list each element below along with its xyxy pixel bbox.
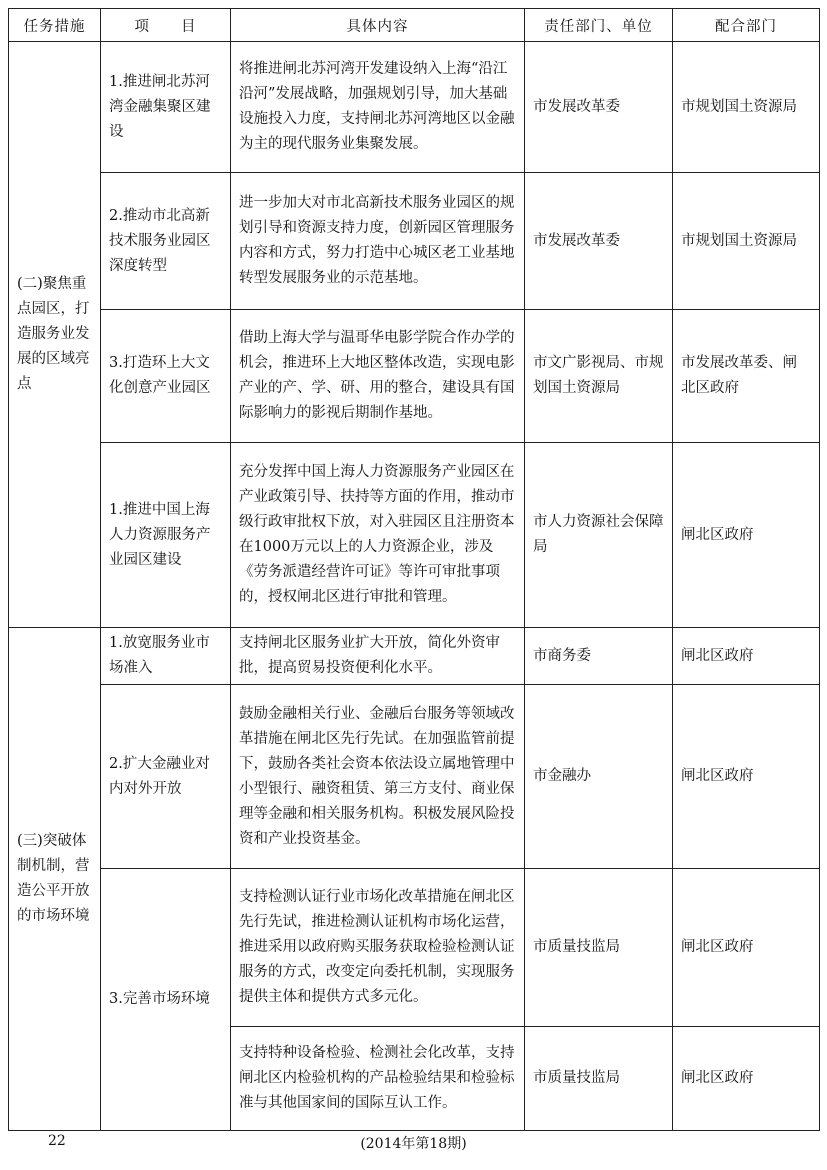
cooperate-cell: 市规划国土资源局 xyxy=(673,173,820,310)
cooperate-cell: 市发展改革委、闸北区政府 xyxy=(673,310,820,443)
content-cell: 借助上海大学与温哥华电影学院合作办学的机会，推进环上大地区整体改造，实现电影产业的产、学、研、用的整合，建设具有国际影响力的影视后期制作基地。 xyxy=(231,310,525,443)
responsible-cell: 市质量技监局 xyxy=(525,1027,673,1131)
header-cooperate: 配合部门 xyxy=(673,9,820,42)
responsible-cell: 市人力资源社会保障局 xyxy=(525,443,673,628)
table-row xyxy=(9,685,820,869)
content-cell: 充分发挥中国上海人力资源服务产业园区在产业政策引导、扶持等方面的作用，推动市级行政审批权下放，对入驻园区且注册资本在1000万元以上的人力资源企业，涉及《劳务派遣经营许可证》等许可审批事项的，授权闸北区进行审批和管理。 xyxy=(231,443,525,628)
item-cell: 1.推进闸北苏河湾金融集聚区建设 xyxy=(101,42,231,173)
header-measure: 任务措施 xyxy=(9,9,101,42)
issue-label: (2014年第18期) xyxy=(360,1136,467,1152)
responsible-cell: 市商务委 xyxy=(525,628,673,685)
item-cell: 2.推动市北高新技术服务业园区深度转型 xyxy=(101,173,231,310)
measure-cell: (三)突破体制机制，营造公平开放的市场环境 xyxy=(9,628,101,1131)
content-cell: 将推进闸北苏河湾开发建设纳入上海“沿江沿河”发展战略，加强规划引导，加大基础设施投入力度，支持闸北苏河湾地区以金融为主的现代服务业集聚发展。 xyxy=(231,42,525,173)
item-cell: 2.扩大金融业对内对外开放 xyxy=(101,685,231,869)
content-cell: 鼓励金融相关行业、金融后台服务等领域改革措施在闸北区先行先试。在加强监管前提下，鼓励各类社会资本依法设立属地管理中小型银行、融资租赁、第三方支付、商业保理等金融和相关服务机构。积极发展风险投资和产业投资基金。 xyxy=(231,685,525,869)
responsible-cell: 市发展改革委 xyxy=(525,173,673,310)
table-row xyxy=(9,628,820,685)
measure-cell: (二)聚焦重点园区，打造服务业发展的区域亮点 xyxy=(9,42,101,628)
cooperate-cell: 闸北区政府 xyxy=(673,685,820,869)
content-cell: 支持检测认证行业市场化改革措施在闸北区先行先试，推进检测认证机构市场化运营，推进采用以政府购买服务获取检验检测认证服务的方式，改变定向委托机制，实现服务提供主体和提供方式多元化。 xyxy=(231,869,525,1027)
content-cell: 支持闸北区服务业扩大开放，简化外资审批，提高贸易投资便利化水平。 xyxy=(231,628,525,685)
cooperate-cell: 闸北区政府 xyxy=(673,869,820,1027)
cooperate-cell: 闸北区政府 xyxy=(673,1027,820,1131)
header-responsible: 责任部门、单位 xyxy=(525,9,673,42)
header-content: 具体内容 xyxy=(231,9,525,42)
item-cell: 3.打造环上大文化创意产业园区 xyxy=(101,310,231,443)
item-cell: 1.推进中国上海人力资源服务产业园区建设 xyxy=(101,443,231,628)
content-cell: 支持特种设备检验、检测社会化改革，支持闸北区内检验机构的产品检验结果和检验标准与其他国家间的国际互认工作。 xyxy=(231,1027,525,1131)
table-row xyxy=(9,869,820,1027)
item-cell: 3.完善市场环境 xyxy=(101,869,231,1131)
responsible-cell: 市金融办 xyxy=(525,685,673,869)
table-row xyxy=(9,310,820,443)
table-row xyxy=(9,173,820,310)
page-number: 22 xyxy=(48,1133,66,1149)
table-header-row xyxy=(9,9,820,42)
content-cell: 进一步加大对市北高新技术服务业园区的规划引导和资源支持力度，创新园区管理服务内容和方式，努力打造中心城区老工业基地转型发展服务业的示范基地。 xyxy=(231,173,525,310)
cooperate-cell: 闸北区政府 xyxy=(673,628,820,685)
cooperate-cell: 闸北区政府 xyxy=(673,443,820,628)
cooperate-cell: 市规划国土资源局 xyxy=(673,42,820,173)
table-row xyxy=(9,443,820,628)
table-row xyxy=(9,42,820,173)
responsible-cell: 市质量技监局 xyxy=(525,869,673,1027)
header-item: 项 目 xyxy=(101,9,231,42)
responsible-cell: 市文广影视局、市规划国土资源局 xyxy=(525,310,673,443)
responsible-cell: 市发展改革委 xyxy=(525,42,673,173)
item-cell: 1.放宽服务业市场准入 xyxy=(101,628,231,685)
policy-table xyxy=(8,8,820,1131)
